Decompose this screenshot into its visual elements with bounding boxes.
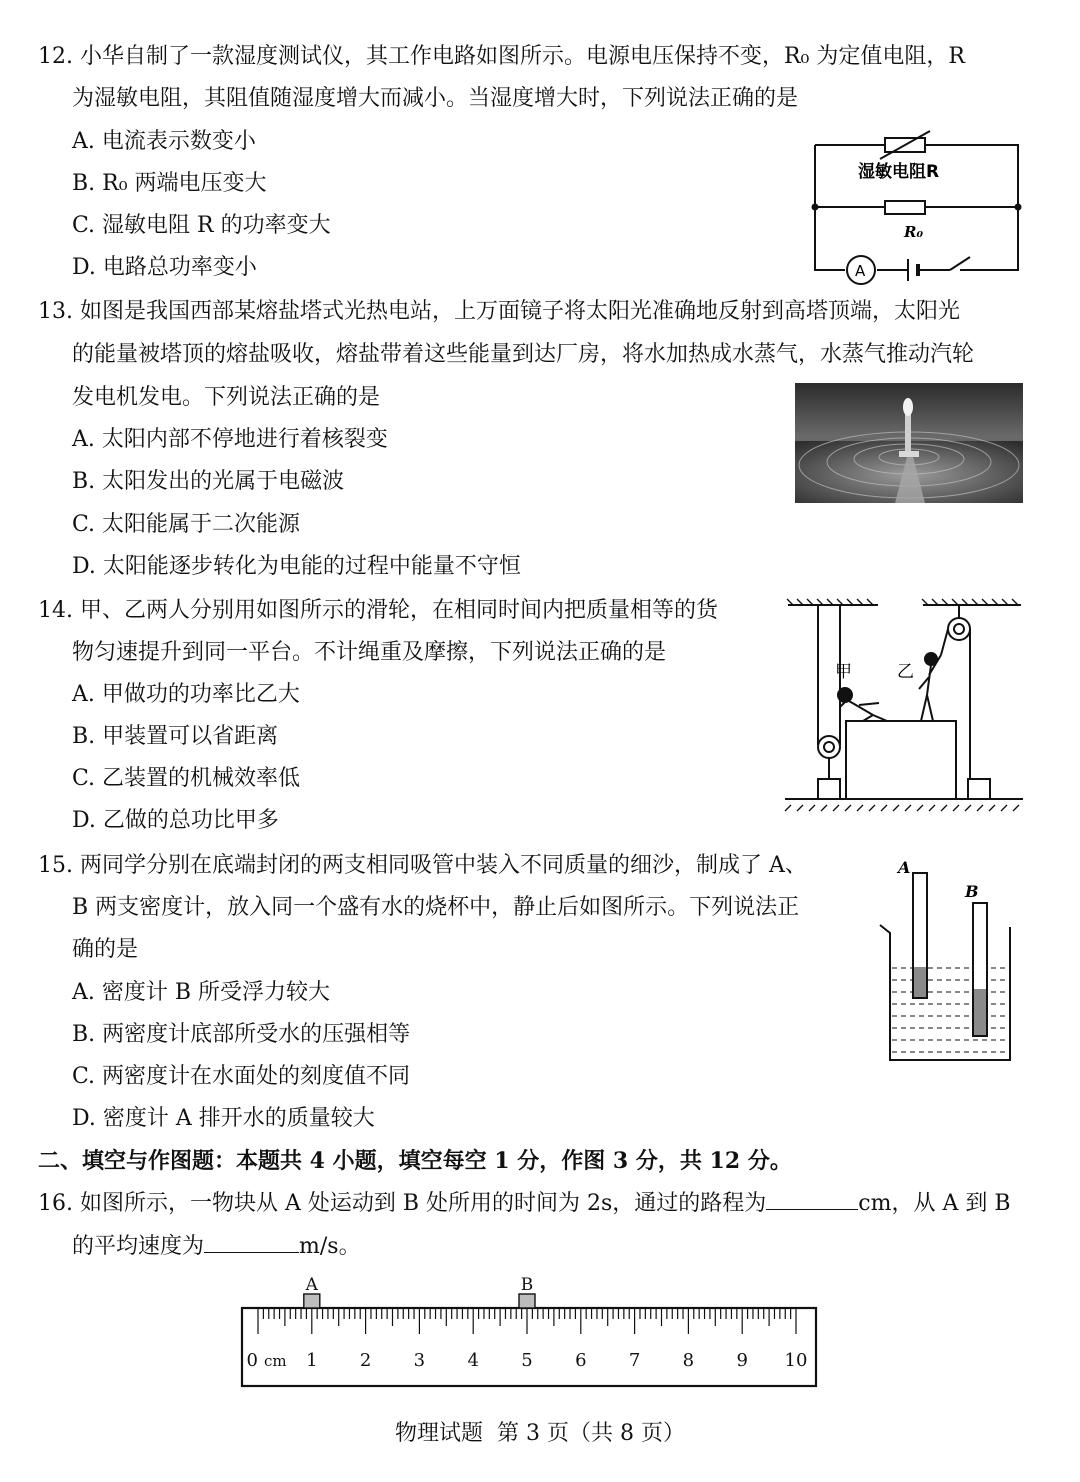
q13-line2: 的能量被塔顶的熔盐吸收，熔盐带着这些能量到达厂房，将水加热成水蒸气，水蒸气推动汽轮 xyxy=(72,342,975,367)
q13-option-c: C. 太阳能属于二次能源 xyxy=(72,512,301,537)
ammeter-label: A xyxy=(855,262,866,280)
ruler-number: 6 xyxy=(575,1350,587,1371)
q15-option-b: B. 两密度计底部所受水的压强相等 xyxy=(72,1022,411,1047)
page-footer: 物理试题 第 3 页（共 8 页） xyxy=(395,1421,685,1446)
q14-line2: 物匀速提升到同一平台。不计绳重及摩擦，下列说法正确的是 xyxy=(72,640,667,665)
ruler-number: 9 xyxy=(736,1350,748,1371)
marker-a-label: A xyxy=(305,1275,318,1295)
circuit-label-r0: R₀ xyxy=(904,223,924,241)
ruler-figure xyxy=(240,1270,818,1390)
q13-option-a: A. 太阳内部不停地进行着核裂变 xyxy=(72,427,388,452)
q16-line1 xyxy=(38,1189,1011,1219)
q15-option-d: D. 密度计 A 排开水的质量较大 xyxy=(72,1106,375,1131)
ruler-number: 8 xyxy=(682,1350,695,1371)
q13-option-d: D. 太阳能逐步转化为电能的过程中能量不守恒 xyxy=(72,554,521,579)
q15-option-c: C. 两密度计在水面处的刻度值不同 xyxy=(72,1064,411,1089)
q14-option-c: C. 乙装置的机械效率低 xyxy=(72,766,301,791)
q12-circuit-diagram xyxy=(800,125,1035,290)
meter-a-label: A xyxy=(898,858,911,877)
q16-line2 xyxy=(72,1232,361,1262)
q12-option-a: A. 电流表示数变小 xyxy=(72,129,256,154)
q14-line1: 14. 甲、乙两人分别用如图所示的滑轮，在相同时间内把质量相等的货 xyxy=(38,598,718,623)
q13-option-b: B. 太阳发出的光属于电磁波 xyxy=(72,469,345,494)
q13-line1: 13. 如图是我国西部某熔盐塔式光热电站，上万面镜子将太阳光准确地反射到高塔顶端，太阳光 xyxy=(38,299,960,324)
q16-text-part2: cm，从 A 到 B xyxy=(858,1191,1011,1216)
section-2-heading: 二、填空与作图题：本题共 4 小题，填空每空 1 分，作图 3 分，共 12 分。 xyxy=(38,1148,792,1174)
ruler-number: 5 xyxy=(521,1350,533,1371)
pulley-diagram xyxy=(783,597,1028,817)
q13-line3: 发电机发电。下列说法正确的是 xyxy=(72,385,381,410)
q12-option-c: C. 湿敏电阻 R 的功率变大 xyxy=(72,213,331,238)
q12-option-b: B. R₀ 两端电压变大 xyxy=(72,171,267,196)
q12-line1: 12. 小华自制了一款湿度测试仪，其工作电路如图所示。电源电压保持不变，R₀ 为定值电阻，R xyxy=(38,44,965,69)
ruler-number: 4 xyxy=(467,1350,479,1371)
meter-b-label: B xyxy=(965,882,979,901)
density-meter-beaker xyxy=(870,855,1025,1070)
q16-text-part4: m/s。 xyxy=(299,1234,361,1259)
q15-line2: B 两支密度计，放入同一个盛有水的烧杯中，静止后如图所示。下列说法正 xyxy=(72,895,800,920)
q16-text-part1: 16. 如图所示，一物块从 A 处运动到 B 处所用的时间为 2s，通过的路程为 xyxy=(38,1191,767,1216)
q15-line3: 确的是 xyxy=(72,937,139,962)
q16-text-part3: 的平均速度为 xyxy=(72,1234,205,1259)
ruler-number: 0 xyxy=(246,1350,258,1371)
q12-line2: 为湿敏电阻，其阻值随湿度增大而减小。当湿度增大时，下列说法正确的是 xyxy=(72,86,799,111)
person-jia-label: 甲 xyxy=(835,662,852,682)
person-yi-label: 乙 xyxy=(897,662,914,682)
block-b xyxy=(519,1294,535,1308)
q15-option-a: A. 密度计 B 所受浮力较大 xyxy=(72,980,331,1005)
ruler-number: 3 xyxy=(413,1350,426,1371)
marker-b-label: B xyxy=(520,1275,534,1295)
solar-plant-photo xyxy=(795,383,1023,503)
ruler-number: 1 xyxy=(306,1350,318,1371)
q14-option-a: A. 甲做功的功率比乙大 xyxy=(72,682,300,707)
ruler-number: 7 xyxy=(628,1350,641,1371)
q16-blank-distance[interactable] xyxy=(766,1189,858,1210)
q12-option-d: D. 电路总功率变小 xyxy=(72,255,257,280)
block-a xyxy=(304,1294,320,1308)
ruler-unit: cm xyxy=(264,1352,287,1370)
q16-blank-speed[interactable] xyxy=(204,1232,299,1253)
ruler-number: 10 xyxy=(784,1350,808,1371)
q14-option-d: D. 乙做的总功比甲多 xyxy=(72,808,279,833)
q15-line1: 15. 两同学分别在底端封闭的两支相同吸管中装入不同质量的细沙，制成了 A、 xyxy=(38,853,807,878)
q14-option-b: B. 甲装置可以省距离 xyxy=(72,724,279,749)
circuit-label-r: 湿敏电阻R xyxy=(858,162,940,182)
ruler-number: 2 xyxy=(359,1350,372,1371)
